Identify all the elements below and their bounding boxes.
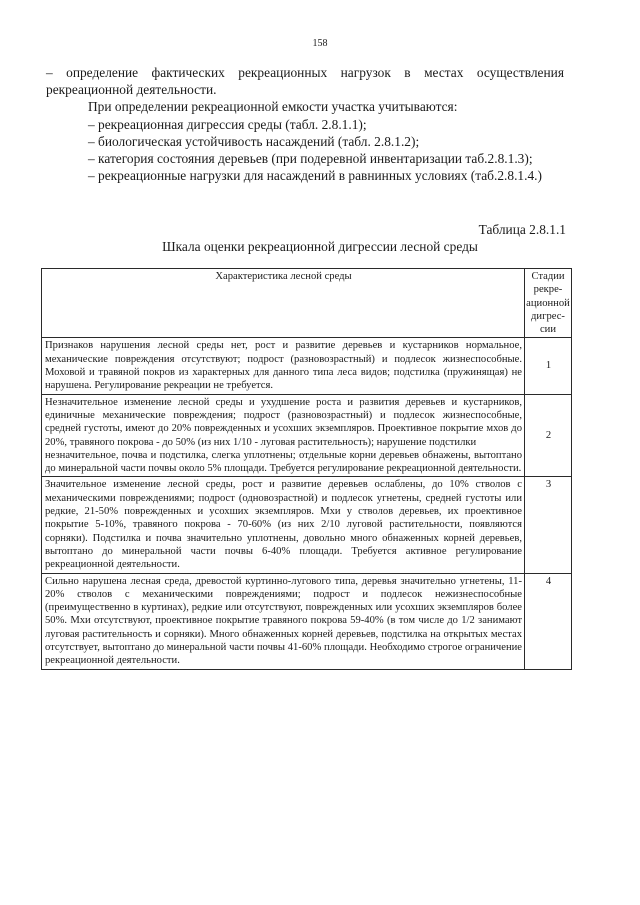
table-row	[42, 573, 572, 669]
row-description: Признаков нарушения лесной среды нет, рост и развитие деревьев и кустарников нормальное, механические повреждения отсутствуют; подрост (разновозрастный) и подлесок жизнеспособные. Моховой и травяной покров из характерных для данного типа леса видов; подстилка (пружинящая) не нарушена. Регулирование рекреации не требуется.	[42, 338, 525, 394]
intro-paragraph: – определение фактических рекреационных нагрузок в местах осуществления рекреационной деятельности.	[46, 65, 564, 98]
intro-paragraph: При определении рекреационной емкости участка учитываются:	[88, 99, 458, 115]
page-number: 158	[312, 38, 328, 49]
table-row	[42, 338, 572, 394]
row-stage: 4	[525, 573, 572, 669]
table-row	[42, 477, 572, 573]
intro-paragraph: – категория состояния деревьев (при подеревной инвентаризации таб.2.8.1.3);	[88, 151, 533, 167]
row-description: Незначительное изменение лесной среды и ухудшение роста и развития деревьев и кустарников, единичные механические повреждения; подрост (разновозрастный) и подлесок жизнеспособные, средней густоты, имеют до 20% поврежденных и усохших экземпляров. Проективное покрытие мхов до 20%, травяного покрова - до 50% (из них 1/10 - луговая растительность); нарушение подстилки	[45, 396, 522, 448]
row-description-continued: незначительное, почва и подстилка, слегка уплотнены; отдельные корни деревьев обнажены, вытоптано до минеральной части почвы около 5% площади. Требуется регулирование рекреационной деятельности.	[45, 449, 522, 475]
digression-scale-table	[41, 268, 572, 670]
row-stage: 1	[525, 338, 572, 394]
intro-paragraph: – рекреационные нагрузки для насаждений в равнинных условиях (таб.2.8.1.4.)	[88, 168, 542, 184]
row-stage: 3	[525, 477, 572, 573]
header-stage: Стадии рекре-ационной дигрес-сии	[525, 269, 572, 338]
table-label: Таблица 2.8.1.1	[478, 222, 566, 237]
table-row	[42, 394, 572, 477]
row-description: Значительное изменение лесной среды, рост и развитие деревьев ослаблены, до 10% стволов с механическими повреждениями; подрост (одновозрастной) и подлесок угнетены, средней густоты или редкие, 21-50% поврежденных и усохших экземпляров. Мхи у стволов деревьев, их проективное покрытие 5-10%, травяного покрова - 70-60% (из них 2/10 луговой растительности, появляются сорняки). Подстилка и почва значительно уплотнены, довольно много обнаженных корней деревьев, вытоптано до минеральной части почвы 6-40% площади. Требуется активное регулирование рекреационной деятельности.	[42, 477, 525, 573]
table-title: Шкала оценки рекреационной дигрессии лесной среды	[162, 239, 478, 254]
intro-text	[46, 64, 564, 184]
intro-paragraph: – рекреационная дигрессия среды (табл. 2.8.1.1);	[88, 116, 367, 132]
row-description: Сильно нарушена лесная среда, древостой куртинно-лугового типа, деревья значительно угнетены, 11-20% стволов с механическими повреждениями; подрост и подлесок нежизнеспособные (преимущественно в куртинах), редкие или отсутствуют, поврежденных или усохших экземпляров более 50%. Мхи отсутствуют, проективное покрытие травяного покрова 59-40% (в том числе до 1/2 занимают луговая растительность и сорняки). Много обнаженных корней деревьев, подстилка на открытых местах отсутствует, вытоптано до минеральной части почвы 41-60% площади. Необходимо строгое ограничение рекреационной деятельности.	[42, 573, 525, 669]
intro-paragraph: – биологическая устойчивость насаждений (табл. 2.8.1.2);	[88, 133, 420, 149]
header-characteristic: Характеристика лесной среды	[42, 269, 525, 338]
row-description-cell	[42, 394, 525, 477]
table-header-row	[42, 269, 572, 338]
row-stage: 2	[525, 394, 572, 477]
